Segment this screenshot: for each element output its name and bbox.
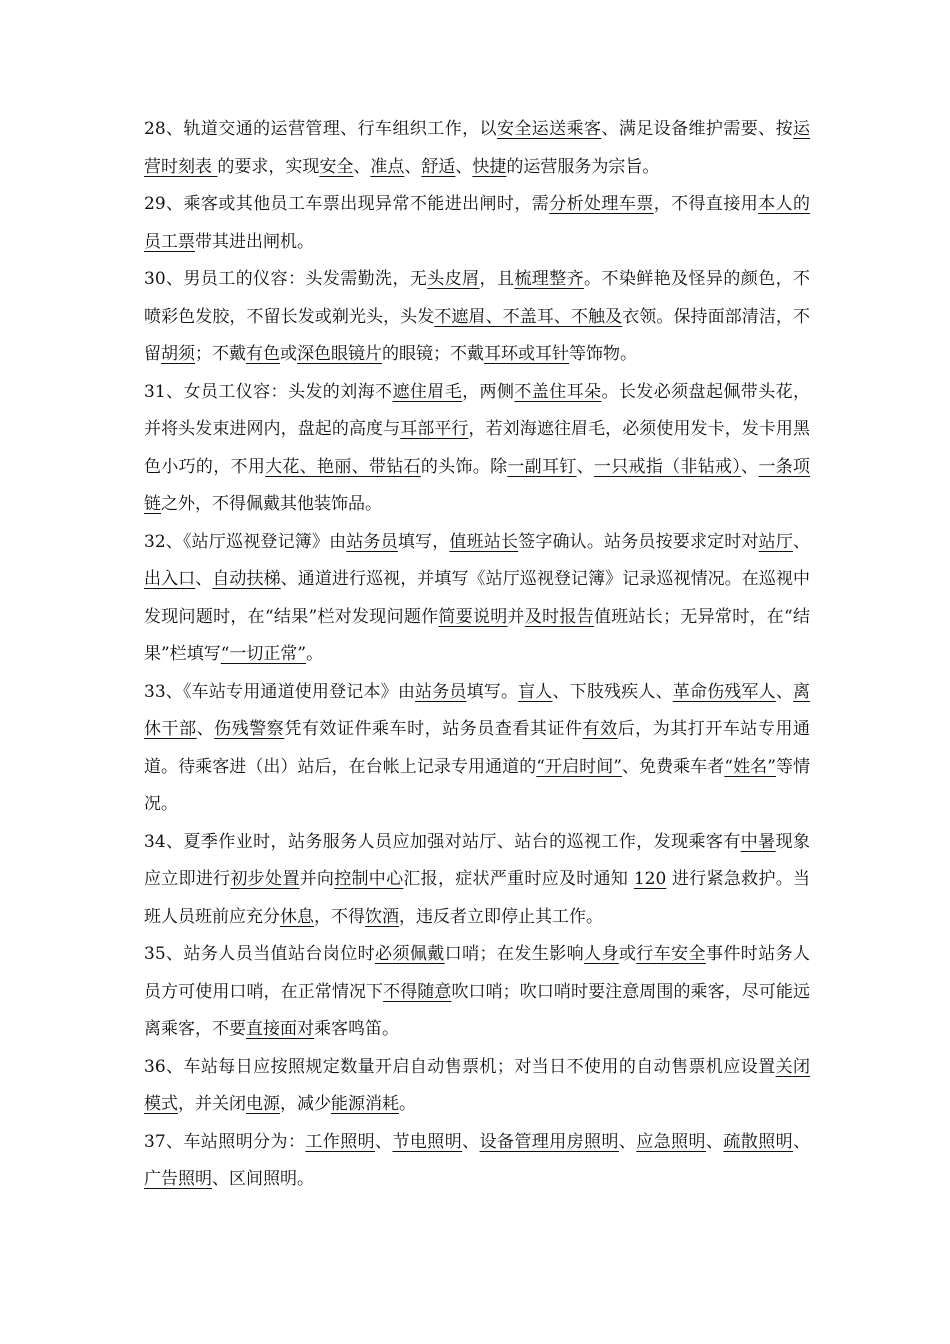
question-text: 36、车站每日应按照规定数量开启自动售票机；对当日不使用的自动售票机应设置 <box>144 1056 776 1077</box>
answer-text: 控制中心 <box>334 869 404 889</box>
question-text: ，减少 <box>280 1094 331 1114</box>
question-text: 。不染鲜艳及怪异的颜色，不喷彩色发胶，不留长发或剃光头，头发 <box>144 269 811 327</box>
question-text: 、 <box>576 456 594 477</box>
question-text: ，两侧 <box>462 381 515 402</box>
question-text: 的要求，实现 <box>217 156 320 177</box>
answer-text: “开启时间” <box>536 756 622 777</box>
answer-text: 伤残警察 <box>214 719 285 739</box>
answer-text: 有色 <box>246 344 280 364</box>
answer-text: 不盖住耳朵 <box>514 381 602 402</box>
answer-text: 梳理整齐 <box>514 269 585 289</box>
answer-text: 遮住眉毛 <box>392 381 463 402</box>
answer-text: 关闭模式 <box>144 1056 810 1114</box>
question-text: 34、夏季作业时，站务服务人员应加强对站厅、站台的巡视工作，发现乘客有 <box>144 831 741 852</box>
question-text: 凭有效证件乘车时，站务员查看其证件 <box>284 719 583 739</box>
answer-text: 及时报告 <box>524 606 594 627</box>
question-text: 吹口哨；吹口哨时要注意周围的乘客，尽可能远离乘客，不要 <box>144 981 811 1039</box>
question-item <box>144 261 810 374</box>
answer-text: 设备管理用房照明 <box>479 1131 619 1152</box>
question-item <box>144 674 810 824</box>
question-text: 、 <box>375 1131 393 1152</box>
question-text: 、 <box>195 569 213 589</box>
answer-text: 站务员 <box>346 531 398 552</box>
question-text: 带其进出闸机。 <box>195 231 314 252</box>
answer-text: 行车安全 <box>636 944 706 964</box>
answer-text: 头皮屑 <box>427 269 480 289</box>
answer-text: 人身 <box>584 944 619 964</box>
question-item <box>144 824 810 937</box>
answer-text: 分析处理车票 <box>549 194 654 214</box>
question-text: 28、轨道交通的运营管理、行车组织工作，以 <box>144 119 497 139</box>
question-text: ，且 <box>479 269 515 289</box>
question-text: 。长发必须盘起佩带头花，并将头发束进网内，盘起的高度与 <box>144 381 811 439</box>
question-text: 等饰物。 <box>569 344 637 364</box>
answer-text: 一条项链 <box>144 456 811 514</box>
answer-text: 胡须 <box>161 344 195 364</box>
question-text: 、 <box>196 719 215 739</box>
question-item <box>144 186 810 261</box>
answer-text: 疏散照明 <box>723 1131 794 1152</box>
question-text: 、 <box>793 531 811 552</box>
question-text: 。 <box>399 1094 416 1114</box>
question-text: ，并关闭 <box>178 1094 246 1114</box>
answer-text: 安全 <box>319 156 354 177</box>
question-text: 。 <box>306 644 324 664</box>
question-text: 、区间照明。 <box>212 1169 314 1189</box>
answer-text: 耳环或耳针 <box>484 344 569 364</box>
answer-text: 有效 <box>582 719 618 739</box>
answer-text: 广告照明 <box>144 1169 212 1189</box>
answer-text: 饮酒 <box>365 906 399 927</box>
question-text: 乘客鸣笛。 <box>314 1019 399 1039</box>
answer-text: 休息 <box>280 906 314 927</box>
answer-text: 不遮眉、不盖耳、不触及 <box>434 306 623 327</box>
question-text: 、 <box>741 456 759 477</box>
question-text: 衣领。保持面部清洁，不留 <box>144 306 811 364</box>
question-text: 等情况。 <box>144 756 811 814</box>
question-text: 、 <box>404 156 422 177</box>
answer-text: 120 <box>633 869 667 889</box>
answer-text: 必须佩戴 <box>375 944 445 964</box>
answer-text: 不得随意 <box>383 981 452 1002</box>
answer-text: 中暑 <box>740 831 776 852</box>
answer-text: 值班站长 <box>449 531 519 552</box>
question-text: 的眼镜；不戴 <box>382 344 484 364</box>
answer-text: 革命伤残军人 <box>672 681 776 702</box>
question-text: 或 <box>280 344 297 364</box>
question-text: 、 <box>793 1131 811 1152</box>
question-text: 、下肢残疾人、 <box>552 681 673 702</box>
question-text: 填写， <box>397 531 450 552</box>
question-text: 的头饰。除 <box>420 456 508 477</box>
question-item <box>144 936 810 1049</box>
question-item <box>144 524 810 674</box>
answer-text: 直接面对 <box>246 1019 314 1039</box>
answer-text: 工作照明 <box>305 1131 376 1152</box>
question-text: 、通道进行巡视，并填写《站厅巡视登记簿》记录巡视情况。在巡视中发现问题时，在“结果”栏对发现问题作 <box>144 569 811 627</box>
answer-text: 出入口 <box>144 569 196 589</box>
answer-text: 能源消耗 <box>331 1094 399 1114</box>
question-text: 之外，不得佩戴其他装饰品。 <box>161 494 382 514</box>
question-text: 30、男员工的仪容：头发需勤洗，无 <box>144 269 428 289</box>
answer-text: 准点 <box>370 156 405 177</box>
question-text: 、 <box>775 681 794 702</box>
question-text: 、 <box>705 1131 724 1152</box>
answer-text: 盲人 <box>518 681 553 702</box>
question-text: 31、女员工仪容：头发的刘海不 <box>144 381 393 402</box>
question-text: 现象应立即进行 <box>144 831 811 889</box>
question-text: 37、车站照明分为： <box>144 1131 306 1152</box>
question-item <box>144 374 810 524</box>
answer-text: 安全运送乘客 <box>496 119 602 139</box>
question-text: 的运营服务为宗旨。 <box>506 156 660 177</box>
question-text: 汇报，症状严重时应及时通知 <box>403 869 634 889</box>
answer-text: 节电照明 <box>392 1131 463 1152</box>
question-text: 签字确认。站务员按要求定时对 <box>518 531 759 552</box>
answer-text: 离休干部 <box>144 681 811 739</box>
question-text: ，若刘海遮往眉毛，必须使用发卡，发卡用黑色小巧的，不用 <box>144 419 811 477</box>
answer-text: 自动扶梯 <box>212 569 281 589</box>
question-text: 进行紧急救护。当班人员班前应充分 <box>144 869 811 927</box>
answer-text: 舒适 <box>421 156 456 177</box>
question-text: 、 <box>455 156 473 177</box>
question-text: 口哨；在发生影响 <box>444 944 585 964</box>
answer-text: 电源 <box>246 1094 280 1114</box>
answer-text: 简要说明 <box>438 606 508 627</box>
answer-text: 初步处置 <box>230 869 300 889</box>
question-text: 35、站务人员当值站台岗位时 <box>144 944 376 964</box>
answer-text: 站厅 <box>758 531 794 552</box>
question-text: ；不戴 <box>195 344 246 364</box>
question-text: 、 <box>618 1131 637 1152</box>
answer-text: “姓名” <box>724 756 776 777</box>
question-text: 32、《站厅巡视登记簿》由 <box>144 531 347 552</box>
question-text: 事件时站务人员方可使用口哨，在正常情况下 <box>144 944 811 1002</box>
answer-text: 运营时刻表 <box>144 119 811 177</box>
question-text: ，不得 <box>314 906 365 927</box>
question-item <box>144 111 810 186</box>
answer-text: 耳部平行 <box>400 419 469 439</box>
answer-text: 应急照明 <box>636 1131 706 1152</box>
question-text: 、满足设备维护需要、按 <box>601 119 794 139</box>
question-text: 后，为其打开车站专用通道。待乘客进（出）站后，在台帐上记录专用通道的 <box>144 719 811 777</box>
answer-text: “一切正常” <box>220 644 307 664</box>
question-text: 、免费乘车者 <box>621 756 725 777</box>
question-item <box>144 1124 810 1199</box>
question-item <box>144 1049 810 1124</box>
question-text: 并向 <box>299 869 335 889</box>
question-text: 或 <box>618 944 637 964</box>
question-text: 33、《车站专用通道使用登记本》由 <box>144 681 416 702</box>
question-text: ，违反者立即停止其工作。 <box>399 906 603 927</box>
question-text: 并 <box>507 606 525 627</box>
answer-text: 一只戒指（非钻戒） <box>593 456 742 477</box>
question-text: 值班站长；无异常时，在“结果”栏填写 <box>144 606 810 664</box>
question-text: 、 <box>462 1131 480 1152</box>
answer-text: 本人的员工票 <box>144 194 811 252</box>
document-body <box>144 111 810 1199</box>
answer-text: 深色眼镜片 <box>297 344 382 364</box>
answer-text: 快捷 <box>472 156 507 177</box>
answer-text: 大花、艳丽、带钻石 <box>265 456 421 477</box>
answer-text: 站务员 <box>415 681 467 702</box>
question-text: 、 <box>353 156 371 177</box>
question-text: ，不得直接用 <box>653 194 759 214</box>
answer-text: 一副耳钉 <box>507 456 577 477</box>
question-text: 填写。 <box>466 681 519 702</box>
question-text: 29、乘客或其他员工车票出现异常不能进出闸时，需 <box>144 194 550 214</box>
